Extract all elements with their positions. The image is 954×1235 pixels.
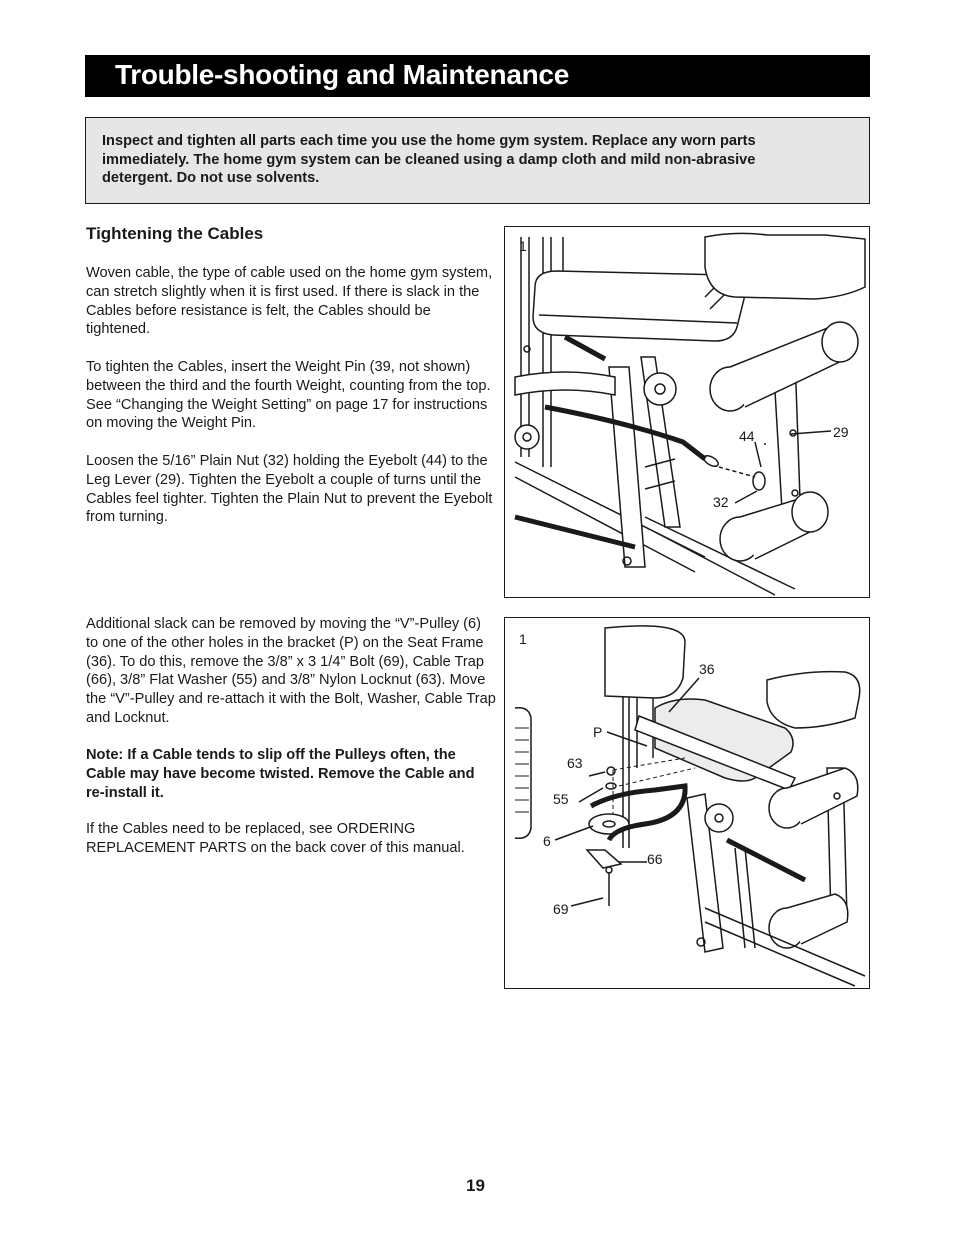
paragraph-woven-cable: Woven cable, the type of cable used on the home gym system, can stretch slightly when it is first used. If there is slack in the Cables before resistance is felt, the Cables should be tightened.	[86, 265, 493, 338]
paragraph-weight-pin: To tighten the Cables, insert the Weight Pin (39, not shown) between the third and the fourth Weight, counting from the top. See “Changing the Weight Setting” on page 17 for instructions on moving the Weight Pin.	[86, 359, 491, 432]
paragraph-replacement: If the Cables need to be replaced, see ORDERING REPLACEMENT PARTS on the back cover of this manual.	[86, 821, 465, 856]
notice-text: Inspect and tighten all parts each time you use the home gym system. Replace any worn parts immediately. The home gym system can be cleaned using a damp cloth and mild non-abrasive detergent. Do not use solvents.	[102, 133, 756, 186]
figure-corner-label: 1	[519, 238, 527, 254]
label-plain-nut: 32	[713, 494, 729, 510]
paragraph-v-pulley: Additional slack can be removed by moving the “V”-Pulley (6) to one of the other holes in the bracket (P) on the Seat Frame (36). To do this, remove the 3/8” x 3 1/4” Bolt (69), Cable Trap (66), 3/8” Flat Washer (55) and 3/8” Nylon Locknut (63). Move the “V”-Pulley and re-attach it with the Bolt, Washer, Cable Trap and Locknut.	[86, 616, 496, 726]
label-bolt: 69	[553, 901, 569, 917]
label-cable-trap: 66	[647, 851, 663, 867]
label-leg-lever: 29	[833, 424, 849, 440]
label-eyebolt: 44	[739, 428, 755, 444]
figure-pulley-drawing	[505, 618, 870, 989]
figure-v-pulley-adjustment	[504, 617, 870, 989]
figure-eyebolt-adjustment	[504, 226, 870, 598]
label-flat-washer: 55	[553, 791, 569, 807]
maintenance-notice-box	[85, 117, 870, 204]
title-bar	[85, 55, 870, 97]
section-heading: Tightening the Cables	[86, 224, 264, 243]
label-nylon-locknut: 63	[567, 755, 583, 771]
paragraph-note: Note: If a Cable tends to slip off the Pulleys often, the Cable may have become twisted. Remove the Cable and re-install it.	[86, 747, 475, 801]
label-seat-frame: 36	[699, 661, 715, 677]
page-title: Trouble-shooting and Maintenance	[115, 59, 569, 90]
label-bracket: P	[593, 724, 603, 740]
paragraph-eyebolt: Loosen the 5/16” Plain Nut (32) holding the Eyebolt (44) to the Leg Lever (29). Tighten the Eyebolt a couple of turns until the Cables feel tighter. Tighten the Plain Nut to prevent the Eyebolt from turning.	[86, 453, 493, 526]
figure-corner-label: 1	[519, 631, 527, 647]
label-v-pulley: 6	[543, 833, 551, 849]
figure-eyebolt-drawing	[505, 227, 870, 598]
page-number: 19	[466, 1176, 485, 1195]
